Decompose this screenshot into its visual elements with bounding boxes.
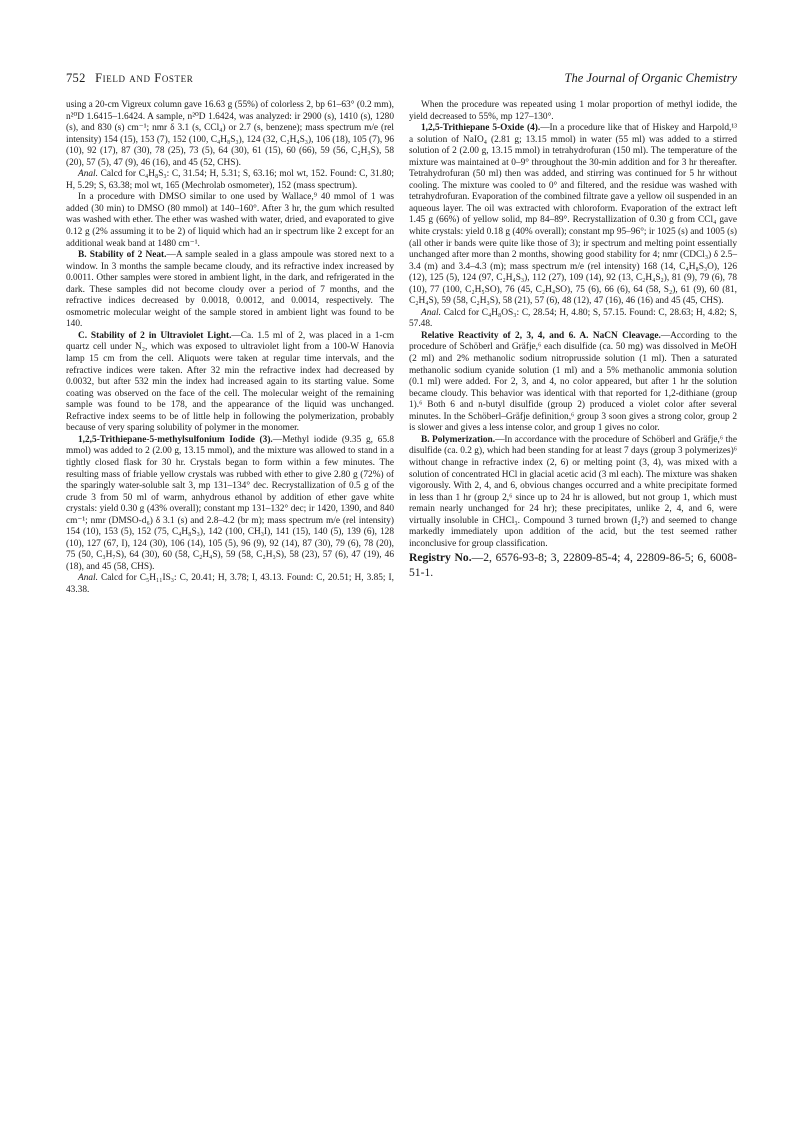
section-heading: C. Stability of 2 in Ultraviolet Light. [78, 330, 232, 341]
paragraph-label: Anal. [78, 573, 98, 584]
paragraph [66, 331, 394, 435]
paragraph-text: —According to the procedure of Schöberl and Gräfje,⁶ each disulfide (ca. 50 mg) was dissolved in MeOH (2 ml) and 2% methanolic sodium nitroprusside solution (1 ml). Then a saturated methanolic sodium cyanide solution (1 ml) and a 5% methanolic ammonia solution (0.1 ml) were added. For 2, 3, and 4, no color appeared, but after 1 hr the solution became cloudy. This behavior was identical with that reported for 1,2-dithiane (group 1).⁶ Both 6 and n-butyl disulfide (group 2) produced a violet color after several minutes. In the Schöberl–Gräfje definition,⁶ group 3 soon gives a strong color, group 2 is slower and gives a less intense color, and group 1 gives no color. [409, 330, 738, 434]
registry-text: —2, 6576-93-8; 3, 22809-85-4; 4, 22809-86-5; 6, 6008-51-1. [409, 551, 737, 580]
paragraph-text: —Ca. 1.5 ml of 2, was placed in a 1-cm quartz cell under N₂, which was exposed to ultraviolet light from a 100-W Hanovia lamp 15 cm from the cell. Aliquots were taken at regular time intervals, and the refractive indices were taken. After 32 min the refractive index had decreased by 0.0032, but after 532 min the index had increased again to its starting value. Some coating was observed on the face of the cell. The molecular weight of the remaining sample was found to be 178, and the appearance of the liquid was unchanged. Refractive index seems to be of little help in following the polymerization, probably because of very sparing solubility of polymer in the monomer. [66, 330, 394, 434]
section-heading: B. Stability of 2 Neat. [78, 250, 167, 261]
paragraph [409, 308, 737, 331]
paragraph [409, 123, 737, 308]
running-authors: Field and Foster [95, 71, 194, 85]
paragraph-text: —In a procedure like that of Hiskey and Harpold,¹³ a solution of NaIO₄ (2.81 g; 13.15 mmol) in water (55 ml) was added to a stirred solution of 2 (2.00 g, 13.15 mmol) in tetrahydrofuran (150 ml). The temperature of the mixture was maintained at 0–9° throughout the 30-min addition and for 3 hr thereafter. Tetrahydrofuran (50 ml) then was added, and stirring was continued for 5 hr without cooling. The mixture was cooled to 0° and filtered, and the residue was washed with tetrahydrofuran. Evaporation of the combined filtrate gave a yellow oil suspended in an aqueous layer. The oil was extracted with chloroform. Evaporation of the extract left 1.45 g (66%) of yellow solid, mp 84–89°. Recrystallization of 0.30 g from CCl₄ gave white crystals: yield 0.18 g (40% overall); constant mp 95–96°; ir 1025 (s) and 1005 (s) (all other ir bands were quite like those of 3); ir spectrum and melting point essentially unchanged after more than 2 months, showing good stability for 4; nmr (CDCl₃) δ 2.5–3.4 (m) and 3.4–4.3 (m); mass spectrum m/e (rel intensity) 168 (14, C₄H₈S₃O), 126 (12), 125 (5), 124 (97, C₂H₄S₃), 112 (27), 109 (14), 92 (13, C₂H₄S₂), 81 (9), 79 (6), 78 (10), 77 (100, C₂H₅SO), 76 (45, C₂H₄SO), 75 (6), 66 (6), 64 (58, S₂), 61 (9), 60 (81, C₂H₄S), 59 (58, C₂H₃S), 58 (21), 57 (6), 48 (12), 47 (16), 46 (16) and 45 (45, CHS). [409, 123, 737, 307]
page-header [66, 71, 737, 89]
paragraph [409, 331, 737, 435]
header-left [66, 71, 193, 86]
paragraph-label: Anal. [421, 307, 441, 318]
paragraph [409, 435, 737, 550]
section-heading: 1,2,5-Trithiepane 5-Oxide (4). [421, 123, 541, 134]
registry-numbers [409, 550, 737, 580]
paragraph [66, 435, 394, 574]
paragraph: using a 20-cm Vigreux column gave 16.63 g (55%) of colorless 2, bp 61–63° (0.2 mm), n²⁰D 1.6415–1.6424. A sample, n²⁰D 1.6424, was analyzed: ir 2900 (s), 1410 (s), 1280 (s), and 830 (s) cm⁻¹; nmr δ 3.1 (s, CCl₄) or 2.7 (s, benzene); mass spectrum m/e (rel intensity) 154 (15), 153 (7), 152 (100, C₄H₈S₃), 124 (32, C₂H₄S₃), 106 (18), 105 (7), 96 (10), 92 (17), 87 (30), 78 (25), 73 (5), 64 (30), 61 (15), 60 (66), 59 (56, C₂H₃S), 58 (20), 57 (5), 47 (9), 46 (16), and 45 (52, CHS). [66, 100, 394, 168]
paragraph-text: Calcd for C₅H₁₁IS₃: C, 20.41; H, 3.78; I, 43.13. Found: C, 20.51; H, 3.85; I, 43.38. [66, 573, 394, 595]
paragraph-text: Calcd for C₄H₈S₃: C, 31.54; H, 5.31; S, 63.16; mol wt, 152. Found: C, 31.80; H, 5.29; S, 63.38; mol wt, 165 (Mechrolab osmometer), 152 (mass spectrum). [66, 169, 394, 191]
section-heading: 1,2,5-Trithiepane-5-methylsulfonium Iodide (3). [78, 434, 273, 445]
section-heading: Relative Reactivity of 2, 3, 4, and 6. A. NaCN Cleavage. [421, 330, 661, 341]
paragraph-text: —Methyl iodide (9.35 g, 65.8 mmol) was added to 2 (2.00 g, 13.15 mmol), and the mixture was allowed to stand in a tightly closed flask for 30 hr. Crystals began to form within a few minutes. The resulting mass of friable yellow crystals was rubbed with ether to give 2.80 g (72%) of the sparingly water-soluble salt 3, mp 131–134° dec. Recrystallization of 0.5 g of the crude 3 from 50 ml of warm, anhydrous ethanol by addition of ether gave white crystals: yield 0.30 g (43% overall); constant mp 131–132° dec; ir 1420, 1390, and 840 cm⁻¹; nmr (DMSO-d₆) δ 3.1 (s) and 2.8–4.2 (br m); mass spectrum m/e (rel intensity) 154 (10), 153 (5), 152 (75, C₄H₈S₃), 142 (100, CH₃I), 141 (15), 140 (5), 139 (6), 128 (10), 127 (67, I), 124 (30), 106 (14), 105 (5), 96 (9), 92 (14), 87 (30), 79 (6), 78 (20), 75 (50, C₃H₇S), 64 (30), 60 (58, C₂H₄S), 59 (58, C₂H₃S), 58 (23), 57 (6), 47 (19), 46 (18), and 45 (58, CHS). [66, 434, 394, 572]
section-heading: B. Polymerization. [421, 434, 496, 445]
page-number: 752 [66, 71, 86, 85]
paragraph [66, 573, 394, 596]
paragraph-label: Anal. [78, 169, 98, 180]
registry-label: Registry No. [409, 551, 472, 565]
paragraph: In a procedure with DMSO similar to one used by Wallace,⁹ 40 mmol of 1 was added (30 min) to DMSO (80 mmol) at 140–160°. After 3 hr, the gum which resulted was washed with ether. The ether was washed with water, dried, and evaporated to give 0.12 g (2% assuming it to be 2) of liquid which had an ir spectrum like 2 except for an additional weak band at 1480 cm⁻¹. [66, 192, 394, 249]
paragraph [66, 169, 394, 192]
paragraph-text: Calcd for C₄H₈OS₃: C, 28.54; H, 4.80; S, 57.15. Found: C, 28.63; H, 4.82; S, 57.48. [409, 307, 737, 330]
paragraph-text: —In accordance with the procedure of Schöberl and Gräfje,⁶ the disulfide (ca. 0.2 g), which had been standing for at least 7 days (group 3 polymerizes)⁶ without change in refractive index (2, 6) or melting point (3, 4), was mixed with a solution of concentrated HCl in glacial acetic acid (3 ml each). The mixture was shaken vigorously. With 2, 4, and 6, obvious changes occurred and a white precipitate formed in less than 1 hr (group 2,⁶ since up to 24 hr is allowed, but not group 1, which must remain nearly unchanged for 24 hr); these precipitates, unlike 2, 4, and 6, were virtually insoluble in CHCl₃. Compound 3 turned brown (I₂?) and seemed to change markedly immediately upon addition of the acid, but the test seemed rather inconclusive for group classification. [409, 434, 737, 549]
paragraph-text: —A sample sealed in a glass ampoule was stored next to a window. In 3 months the sample became cloudy, and its refractive index increased by 0.0011. Other samples were stored in ambient light, in the dark, and refrigerated in the dark. These samples did not become cloudy over a period of 7 months, and the refractive indices decreased by 0.0018, 0.0012, and 0.0014, respectively. The osmometric molecular weight of the sample stored in ambient light was found to be 140. [66, 250, 394, 330]
paragraph: When the procedure was repeated using 1 molar proportion of methyl iodide, the yield decreased to 55%, mp 127–130°. [409, 100, 737, 122]
left-column [66, 100, 394, 597]
journal-title: The Journal of Organic Chemistry [564, 71, 737, 85]
right-column [409, 100, 737, 580]
paragraph [66, 250, 394, 331]
